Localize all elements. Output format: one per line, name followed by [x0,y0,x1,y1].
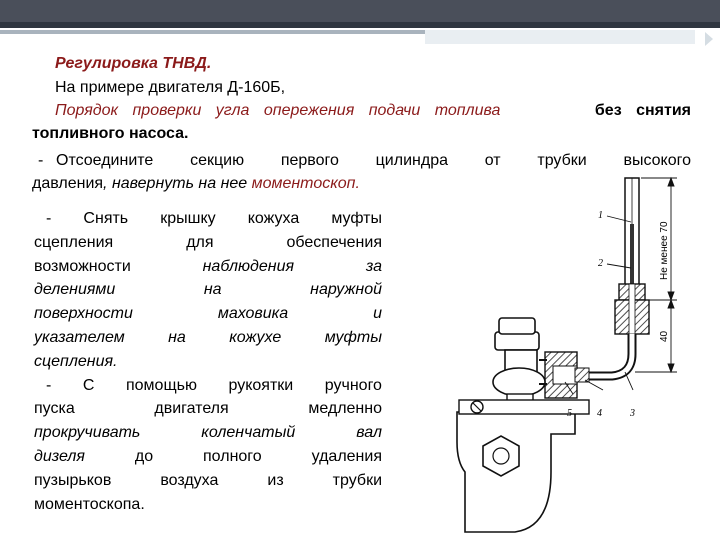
word: сцепления. [34,352,118,370]
step1-dash: - [38,152,44,169]
header-rule-right [425,30,695,44]
callout-2: 2 [598,258,603,269]
word: и [373,305,382,323]
step1-line-1 [38,149,691,172]
word: коленчатый [201,424,296,442]
word: делениями [34,281,116,299]
word: до [134,447,154,465]
procedure-line-1 [55,99,691,122]
word: сцепления [34,233,114,251]
word: Снять [83,210,129,227]
word: за [365,257,382,275]
procedure-line-2: топливного насоса. [32,125,189,142]
word: поверхности [34,305,133,323]
word: крышку [160,210,216,227]
word: рукоятки [228,376,294,394]
pump-body [457,400,589,532]
step3-row-0 [34,374,382,398]
step1-italic: , навернуть на нее [103,175,248,192]
example-line: На примере двигателя Д-160Б, [55,79,286,96]
procedure-bold-1: без снятия [594,102,691,119]
word: кожуха [247,210,300,227]
word: наблюдения [202,257,295,275]
callout-1: 1 [598,210,603,221]
step3-row-1 [34,397,382,421]
word: удаления [311,447,382,465]
step2-row-5 [34,326,382,350]
step2-row-6 [34,350,382,374]
word: муфты [324,328,382,346]
step2-row-2 [34,255,382,279]
momentoscope-diagram [455,172,710,537]
glass-tube [625,178,639,286]
word: двигателя [154,400,229,418]
step3-dash: - [46,376,52,394]
callout-5: 5 [567,408,572,419]
word: ручного [324,376,382,394]
procedure-italic: Порядок проверки угла опережения подачи топлива [55,102,501,119]
word: маховика [217,305,289,323]
corner-triangle-icon [705,32,713,46]
word: указателем [34,328,125,346]
slide-top-bar-shadow [0,22,720,28]
step2-row-4 [34,302,382,326]
word: прокручивать [34,424,141,442]
word: полного [203,447,262,465]
left-column [34,207,382,516]
step3-row-5 [34,493,382,517]
step3-row-4 [34,469,382,493]
word: на [168,328,186,346]
word: обеспечения [286,233,382,251]
word: вал [356,424,382,442]
slide-top-bar [0,0,720,22]
step1-red: моментоскоп. [251,175,360,192]
word: помощью [125,376,197,394]
word: медленно [308,400,382,418]
step1-line-2 [32,172,360,195]
word: трубки [332,471,382,489]
dim-label-top: Не менее 70 [659,221,670,280]
word: дизеля [34,447,85,465]
word: пуска [34,400,75,418]
dimension-lines [635,178,677,372]
word: наружной [310,281,382,299]
step2-row-0 [34,207,382,231]
word: возможности [34,257,131,275]
word: для [186,233,214,251]
dim-label-bottom: 40 [659,330,670,342]
word: С [82,376,95,394]
word: из [267,471,284,489]
slide-title: Регулировка ТНВД. [55,55,212,72]
callout-3: 3 [630,408,635,419]
step1-text: Отсоедините секцию первого цилиндра от трубки высокого [56,152,691,169]
word: пузырьков [34,471,112,489]
step1-regular: давления [32,175,104,192]
step2-dash: - [46,210,52,227]
step2-row-1 [34,231,382,255]
union-nut [545,352,589,398]
tube-sleeve [615,284,649,334]
callout-4: 4 [597,408,602,419]
word: муфты [331,210,382,227]
word: кожухе [229,328,282,346]
step3-row-3 [34,445,382,469]
word: моментоскопа. [34,495,145,513]
word: воздуха [160,471,219,489]
step2-row-3 [34,278,382,302]
word: на [203,281,222,299]
step3-row-2 [34,421,382,445]
header-rule-left [0,30,425,34]
